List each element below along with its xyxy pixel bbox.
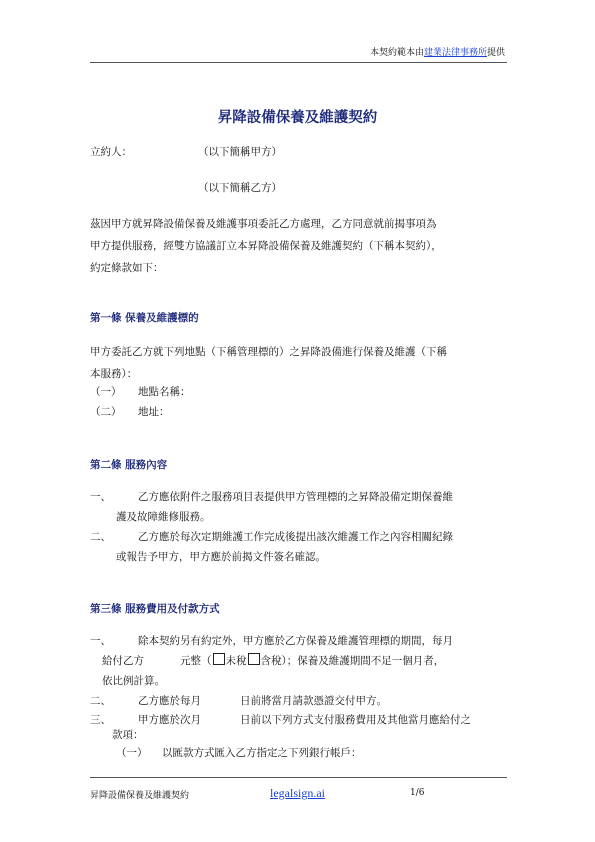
article-3-item-text: 甲方應於次月 <box>138 714 201 726</box>
article-3-item-text <box>102 650 444 672</box>
article-1-item-num: （二） <box>90 406 122 418</box>
document-title: 昇降設備保養及維護契約 <box>217 109 378 126</box>
parties-label: 立約人： <box>90 146 132 158</box>
header-rule <box>90 62 507 63</box>
article-2-item-text: 或報告予甲方，甲方應於前揭文件簽名確認。 <box>116 551 326 563</box>
untaxed-checkbox[interactable] <box>213 653 225 665</box>
amount-text: 元整（ <box>180 655 212 667</box>
law-firm-link[interactable]: 建業法律事務所 <box>423 48 487 58</box>
taxed-checkbox[interactable] <box>248 653 260 665</box>
article-3-item-text: 依比例計算。 <box>102 675 165 687</box>
article-3-item-text: 乙方應於每月 <box>138 695 201 707</box>
party-a-note: （以下簡稱甲方） <box>198 146 282 158</box>
footer-rule <box>90 777 507 778</box>
header-prefix: 本契約範本由 <box>369 48 424 58</box>
payment-recipient-text: 給付乙方 <box>102 655 144 667</box>
taxed-label: 含稅）；保養及維護期間不足一個月者， <box>260 655 445 667</box>
footer-doc-title: 昇降設備保養及維護契約 <box>90 791 190 801</box>
article-1-line: 甲方委託乙方就下列地點（下稱管理標的）之昇降設備進行保養及維護（下稱 <box>90 346 447 358</box>
article-3-item-text: 日前將當月請款憑證交付甲方。 <box>240 695 387 707</box>
article-2-item-num: 一、 <box>90 491 111 503</box>
location-name-label: 地點名稱： <box>138 386 191 398</box>
article-1-line: 本服務）： <box>90 368 138 380</box>
page-number: 1/6 <box>410 788 425 798</box>
article-2-item-text: 乙方應於每次定期維護工作完成後提出該次維護工作之內容相關紀錄 <box>138 531 453 543</box>
header-suffix: 提供 <box>486 48 505 58</box>
intro-line: 約定條款如下： <box>90 262 164 274</box>
party-b-note: （以下簡稱乙方） <box>198 182 282 194</box>
intro-line: 茲因甲方就昇降設備保養及維護事項委託乙方處理，乙方同意就前揭事項為 <box>90 218 437 230</box>
article-3-item-num: 一、 <box>90 635 111 647</box>
article-1-heading: 第一條 保養及維護標的 <box>90 312 199 324</box>
article-3-item-num: 二、 <box>90 695 111 707</box>
article-3-item-text: 日前以下列方式支付服務費用及其他當月應給付之 <box>240 714 471 726</box>
legalsign-link[interactable]: legalsign.ai <box>270 786 325 800</box>
article-3-sub-text: 以匯款方式匯入乙方指定之下列銀行帳戶： <box>162 747 362 759</box>
article-3-heading: 第三條 服務費用及付款方式 <box>90 603 220 615</box>
address-label: 地址： <box>138 406 170 418</box>
article-2-item-num: 二、 <box>90 531 111 543</box>
article-1-item-num: （一） <box>90 386 122 398</box>
intro-line: 甲方提供服務，經雙方協議訂立本昇降設備保養及維護契約（下稱本契約）， <box>90 240 442 252</box>
untaxed-label: 未稅 <box>225 655 247 667</box>
article-3-item-text: 除本契約另有約定外，甲方應於乙方保養及維護管理標的期間，每月 <box>138 635 453 647</box>
article-3-item-num: 三、 <box>90 714 111 726</box>
article-2-item-text: 乙方應依附件之服務項目表提供甲方管理標的之昇降設備定期保養維 <box>138 491 453 503</box>
article-3-item-text: 款項： <box>112 729 144 741</box>
article-2-heading: 第二條 服務內容 <box>90 459 168 471</box>
article-2-item-text: 護及故障維修服務。 <box>116 511 211 523</box>
page-header <box>370 45 505 58</box>
article-3-sub-num: （一） <box>116 747 148 759</box>
